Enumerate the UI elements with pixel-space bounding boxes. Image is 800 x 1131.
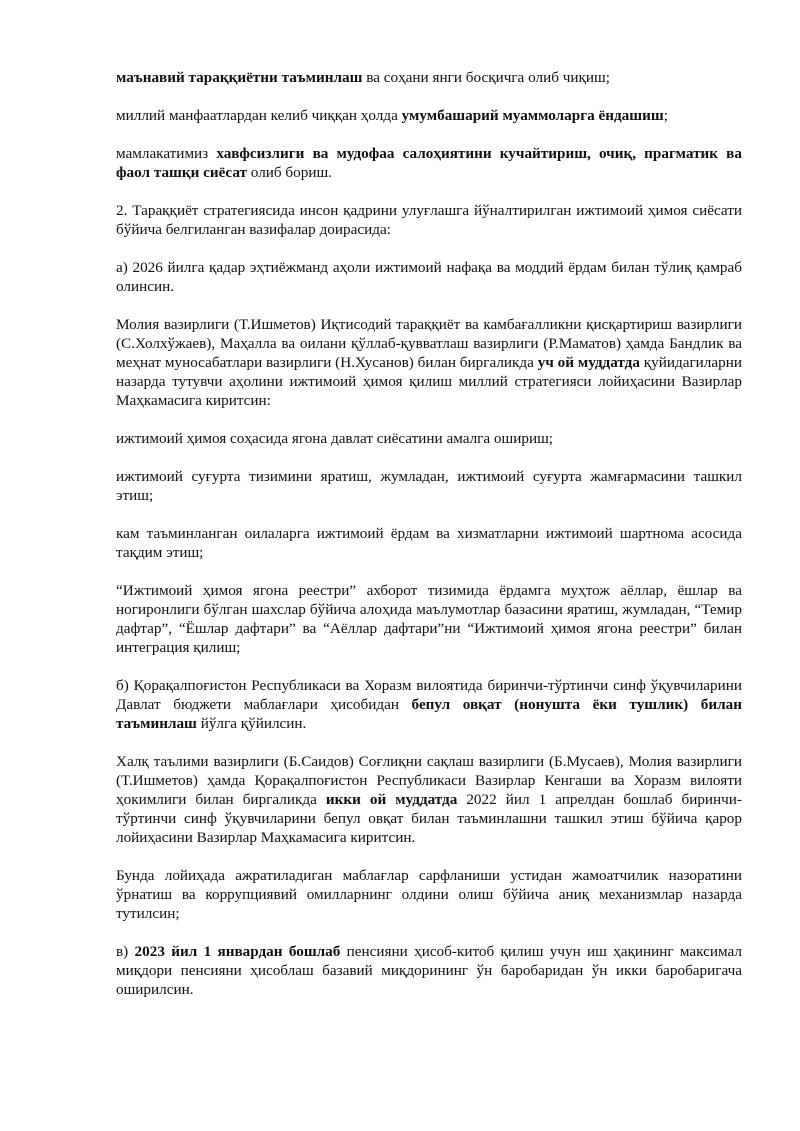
paragraph-text: ижтимоий суғурта тизимини яратиш, жумладан, ижтимоий суғурта жамғармасини ташкил этиш; [116,468,742,504]
paragraph [116,524,742,562]
paragraph-text: кам таъминланган оилаларга ижтимоий ёрдам ва хизматларни ижтимоий шартнома асосида тақдим этиш; [116,525,742,561]
paragraph-text: мамлакатимиз [116,145,217,162]
paragraph-text: б) Қорақалпоғистон Республикаси ва Хоразм вилоятида биринчи-тўртинчи синф ўқувчиларини Давлат бюджети маблағлари ҳисобидан [116,677,742,713]
paragraph-text: ижтимоий ҳимоя соҳасида ягона давлат сиёсатини амалга ошириш; [116,430,553,447]
paragraph-text-bold: умумбашарий муаммоларга ёндашиш [401,107,664,124]
paragraph-text: йўлга қўйилсин. [196,715,307,732]
paragraph [116,315,742,410]
paragraph [116,581,742,657]
paragraph-text-bold: маънавий тараққиётни таъминлаш [116,69,363,86]
paragraph-text: пенсияни ҳисоб-китоб қилиш учун иш ҳақининг максимал миқдори пенсияни ҳисоблаш базавий миқдорининг ўн баробаридан ўн икки баробаригача оширилсин. [116,943,742,998]
paragraph-text-bold: бепул овқат (нонушта ёки тушлик) билан таъминлаш [116,696,742,732]
paragraph [116,676,742,733]
paragraph-text: “Ижтимоий ҳимоя ягона реестри” ахборот тизимида ёрдамга муҳтож аёллар, ёшлар ва ногиронлиги бўлган шахслар бўйича алоҳида маълумотлар базасини яратиш, жумладан, “Темир дафтар”, “Ёшлар дафтари” ва “Аёллар дафтари”ни “Ижтимоий ҳимоя ягона реестри” билан интеграция қилиш; [116,582,742,656]
paragraph-text: ва соҳани янги босқичга олиб чиқиш; [362,69,610,86]
paragraph-text-bold: 2023 йил 1 январдан бошлаб [134,943,341,960]
paragraph-text-bold: хавфсизлиги ва мудофаа салоҳиятини кучайтириш, очиқ, прагматик ва фаол ташқи сиёсат [116,145,742,181]
paragraph [116,144,742,182]
paragraph-text: 2. Тараққиёт стратегиясида инсон қадрини улуғлашга йўналтирилган ижтимоий ҳимоя сиёсати бўйича белгиланган вазифалар доирасида: [116,202,742,238]
paragraph [116,106,742,125]
paragraph [116,942,742,999]
paragraph-text: 2022 йил 1 апрелдан бошлаб биринчи-тўртинчи синф ўқувчиларини бепул овқат билан таъминлашни ташкил этиш бўйича қарор лойиҳасини Вазирлар Маҳкамасига киритсин. [116,791,742,846]
paragraph-text-bold: икки ой муддатда [325,791,458,808]
document-page [116,68,742,1018]
paragraph [116,752,742,847]
paragraph-text: а) 2026 йилга қадар эҳтиёжманд аҳоли ижтимоий нафақа ва моддий ёрдам билан тўлиқ қамраб олинсин. [116,259,742,295]
paragraph-text: олиб бориш. [247,164,332,181]
paragraph-text: миллий манфаатлардан келиб чиққан ҳолда [116,107,402,124]
paragraph-text: Бунда лойиҳада ажратиладиган маблағлар сарфланиши устидан жамоатчилик назоратини ўрнатиш ва коррупциявий омилларнинг олдини олиш бўйича аниқ механизмлар назарда тутилсин; [116,867,742,922]
paragraph [116,258,742,296]
paragraph [116,68,742,87]
paragraph-text: Молия вазирлиги (Т.Ишметов) Иқтисодий тараққиёт ва камбағалликни қисқартириш вазирлиги (С.Холхўжаев), Маҳалла ва оилани қўллаб-қувватлаш вазирлиги (Р.Маматов) ҳамда Бандлик ва меҳнат муносабатлари вазирлиги (Н.Хусанов) билан биргаликда [116,316,742,371]
paragraph-text: қуйидагиларни назарда тутувчи аҳолини ижтимоий ҳимоя қилиш миллий стратегияси лойиҳасини Вазирлар Маҳкамасига киритсин: [116,354,742,409]
paragraph [116,467,742,505]
paragraph-text: в) [116,943,135,960]
paragraph-text: Халқ таълими вазирлиги (Б.Саидов) Соғлиқни сақлаш вазирлиги (Б.Мусаев), Молия вазирлиги (Т.Ишметов) ҳамда Қорақалпоғистон Республикаси Вазирлар Кенгаши ва Хоразм вилояти ҳокимлиги билан биргаликда [116,753,742,808]
paragraph-text: ; [663,107,668,124]
paragraph-text-bold: уч ой муддатда [537,354,640,371]
paragraph [116,201,742,239]
paragraph [116,866,742,923]
paragraph [116,429,742,448]
